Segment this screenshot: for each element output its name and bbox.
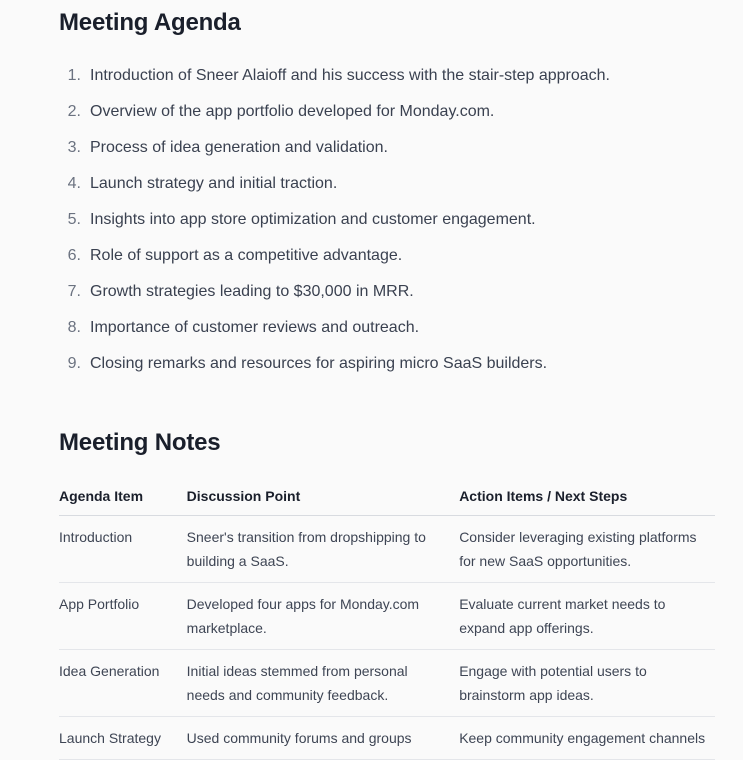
column-header-discussion-point: Discussion Point — [187, 476, 460, 516]
table-cell-action-items: Keep community engagement channels — [459, 717, 715, 760]
table-cell-discussion-point: Developed four apps for Monday.com marketplace. — [187, 583, 460, 650]
table-cell-agenda-item: App Portfolio — [59, 583, 187, 650]
agenda-item — [59, 130, 715, 166]
agenda-item — [59, 238, 715, 274]
agenda-item-number: 9. — [67, 355, 81, 372]
table-row — [59, 583, 715, 650]
table-row — [59, 516, 715, 583]
agenda-item-text: Introduction of Sneer Alaioff and his success with the stair-step approach. — [90, 67, 610, 84]
agenda-item-number: 6. — [67, 247, 81, 264]
agenda-item-text: Closing remarks and resources for aspiring micro SaaS builders. — [90, 355, 548, 372]
agenda-item — [59, 274, 715, 310]
agenda-item-text: Launch strategy and initial traction. — [90, 175, 338, 192]
table-header-row — [59, 476, 715, 516]
agenda-heading: Meeting Agenda — [59, 9, 241, 36]
table-cell-agenda-item: Idea Generation — [59, 650, 187, 717]
column-header-action-items: Action Items / Next Steps — [459, 476, 715, 516]
table-row — [59, 650, 715, 717]
agenda-list — [59, 58, 715, 382]
agenda-item-number: 3. — [67, 139, 81, 156]
agenda-item — [59, 346, 715, 382]
agenda-item-text: Insights into app store optimization and customer engagement. — [90, 211, 536, 228]
table-cell-discussion-point: Used community forums and groups — [187, 717, 460, 760]
table-cell-action-items: Engage with potential users to brainstorm app ideas. — [459, 650, 715, 717]
agenda-item-number: 7. — [67, 283, 81, 300]
agenda-item — [59, 310, 715, 346]
column-header-agenda-item: Agenda Item — [59, 476, 187, 516]
agenda-item-text: Process of idea generation and validation. — [90, 139, 388, 156]
agenda-item-text: Role of support as a competitive advantage. — [90, 247, 403, 264]
table-cell-agenda-item: Launch Strategy — [59, 717, 187, 760]
table-cell-action-items: Evaluate current market needs to expand app offerings. — [459, 583, 715, 650]
table-cell-agenda-item: Introduction — [59, 516, 187, 583]
table-row — [59, 717, 715, 760]
notes-table — [59, 476, 715, 760]
table-cell-discussion-point: Sneer's transition from dropshipping to building a SaaS. — [187, 516, 460, 583]
agenda-item-text: Importance of customer reviews and outreach. — [90, 319, 420, 336]
agenda-item — [59, 58, 715, 94]
agenda-item-number: 4. — [67, 175, 81, 192]
agenda-item-number: 1. — [67, 67, 81, 84]
agenda-item-text: Growth strategies leading to $30,000 in MRR. — [90, 283, 414, 300]
table-cell-discussion-point: Initial ideas stemmed from personal needs and community feedback. — [187, 650, 460, 717]
agenda-item — [59, 94, 715, 130]
notes-heading: Meeting Notes — [59, 429, 221, 456]
agenda-item-text: Overview of the app portfolio developed for Monday.com. — [90, 103, 495, 120]
agenda-item-number: 5. — [67, 211, 81, 228]
agenda-item-number: 2. — [67, 103, 81, 120]
agenda-item-number: 8. — [67, 319, 81, 336]
table-cell-action-items: Consider leveraging existing platforms for new SaaS opportunities. — [459, 516, 715, 583]
agenda-item — [59, 202, 715, 238]
agenda-item — [59, 166, 715, 202]
